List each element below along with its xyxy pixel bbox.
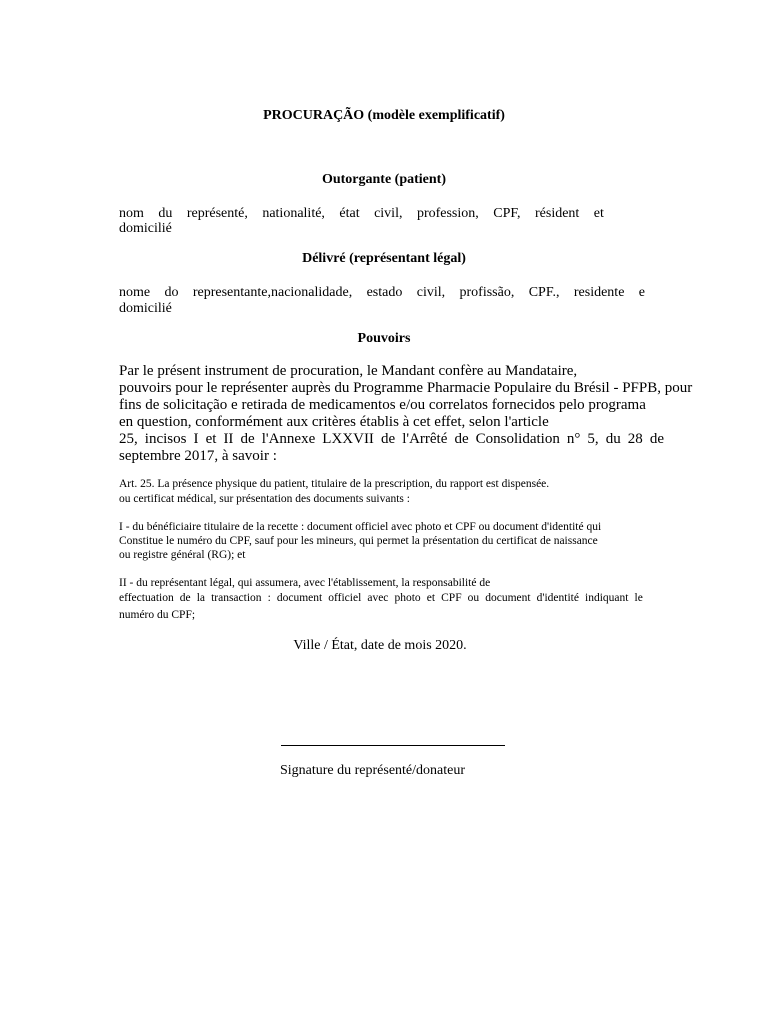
word: CPF., bbox=[528, 285, 560, 300]
word: estado bbox=[366, 285, 403, 300]
word: profissão, bbox=[459, 285, 515, 300]
pouvoirs-line-4: en question, conformément aux critères établis à cet effet, selon l'article bbox=[119, 414, 549, 430]
word: n° bbox=[566, 431, 581, 447]
word: document bbox=[276, 592, 323, 604]
word: profession, bbox=[416, 206, 479, 221]
pouvoirs-line-3: fins de solicitação e retirada de medicamentos e/ou correlatos fornecidos pelo programa bbox=[119, 397, 646, 413]
word: du bbox=[605, 431, 621, 447]
outorgante-line-2: domicilié bbox=[119, 221, 172, 236]
word: officiel bbox=[328, 592, 362, 604]
delivre-line-2: domicilié bbox=[119, 301, 172, 316]
word: l'Arrêté bbox=[402, 431, 448, 447]
word: du bbox=[158, 206, 173, 221]
word: document bbox=[485, 592, 531, 604]
word: civil, bbox=[416, 285, 446, 300]
word: effectuation bbox=[119, 592, 174, 604]
word: residente bbox=[573, 285, 625, 300]
article-item1-line-1: I - du bénéficiaire titulaire de la recette : document officiel avec photo et CPF ou document d'identité qui bbox=[119, 521, 602, 533]
word: 25, bbox=[119, 431, 138, 447]
signature-line bbox=[281, 745, 505, 746]
word: résident bbox=[535, 206, 580, 221]
word: la bbox=[196, 592, 206, 604]
word: CPF bbox=[441, 592, 462, 604]
word: e bbox=[638, 285, 645, 300]
article-line-2: ou certificat médical, sur présentation des documents suivants : bbox=[119, 493, 410, 505]
pouvoirs-line-5 bbox=[119, 431, 664, 448]
word: 5, bbox=[587, 431, 599, 447]
word: ou bbox=[467, 592, 480, 604]
word: representante,nacionalidade, bbox=[192, 285, 353, 300]
word: avec bbox=[367, 592, 389, 604]
outorgante-heading: Outorgante (patient) bbox=[321, 172, 447, 187]
article-item2-line-1: II - du représentant légal, qui assumera, avec l'établissement, la responsabilité de bbox=[119, 577, 491, 589]
article-item1-line-3: ou registre général (RG); et bbox=[119, 549, 246, 561]
word: nome bbox=[119, 285, 151, 300]
word: CPF, bbox=[493, 206, 521, 221]
pouvoirs-line-1: Par le présent instrument de procuration, le Mandant confère au Mandataire, bbox=[119, 363, 578, 379]
word: de bbox=[240, 431, 255, 447]
word: incisos bbox=[144, 431, 187, 447]
word: le bbox=[634, 592, 643, 604]
pouvoirs-heading: Pouvoirs bbox=[357, 331, 411, 346]
word: I bbox=[193, 431, 199, 447]
article-line-1: Art. 25. La présence physique du patient, titulaire de la prescription, du rapport est dispensée. bbox=[119, 478, 550, 490]
word: de bbox=[454, 431, 469, 447]
word: Consolidation bbox=[475, 431, 560, 447]
word: photo bbox=[394, 592, 421, 604]
word: représenté, bbox=[186, 206, 248, 221]
word: transaction bbox=[211, 592, 262, 604]
place-date: Ville / État, date de mois 2020. bbox=[293, 638, 467, 653]
word: nom bbox=[119, 206, 144, 221]
pouvoirs-line-6: septembre 2017, à savoir : bbox=[119, 448, 277, 464]
document-title: PROCURAÇÃO (modèle exemplificatif) bbox=[263, 108, 505, 123]
word: II bbox=[223, 431, 234, 447]
word: de bbox=[649, 431, 664, 447]
word: LXXVII bbox=[322, 431, 374, 447]
word: : bbox=[267, 592, 271, 604]
delivre-line-1 bbox=[119, 285, 645, 301]
word: et bbox=[593, 206, 604, 221]
word: de bbox=[179, 592, 191, 604]
pouvoirs-line-2: pouvoirs pour le représenter auprès du Programme Pharmacie Populaire du Brésil - PFPB, pour bbox=[119, 380, 693, 396]
word: de bbox=[380, 431, 396, 447]
word: civil, bbox=[374, 206, 403, 221]
word: et bbox=[205, 431, 217, 447]
word: état bbox=[339, 206, 360, 221]
word: do bbox=[164, 285, 179, 300]
word: 28 bbox=[627, 431, 643, 447]
article-item2-line-3: numéro du CPF; bbox=[119, 609, 196, 621]
delivre-heading: Délivré (représentant légal) bbox=[302, 251, 466, 266]
word: nationalité, bbox=[262, 206, 325, 221]
article-item1-line-2: Constitue le numéro du CPF, sauf pour les mineurs, qui permet la présentation du certificat de naissance bbox=[119, 535, 598, 547]
word: et bbox=[426, 592, 436, 604]
word: d'identité bbox=[536, 592, 579, 604]
signature-label: Signature du représenté/donateur bbox=[279, 763, 466, 778]
article-item2-line-2 bbox=[119, 592, 643, 604]
outorgante-line-1 bbox=[119, 206, 604, 222]
word: indiquant bbox=[585, 592, 629, 604]
word: l'Annexe bbox=[261, 431, 316, 447]
